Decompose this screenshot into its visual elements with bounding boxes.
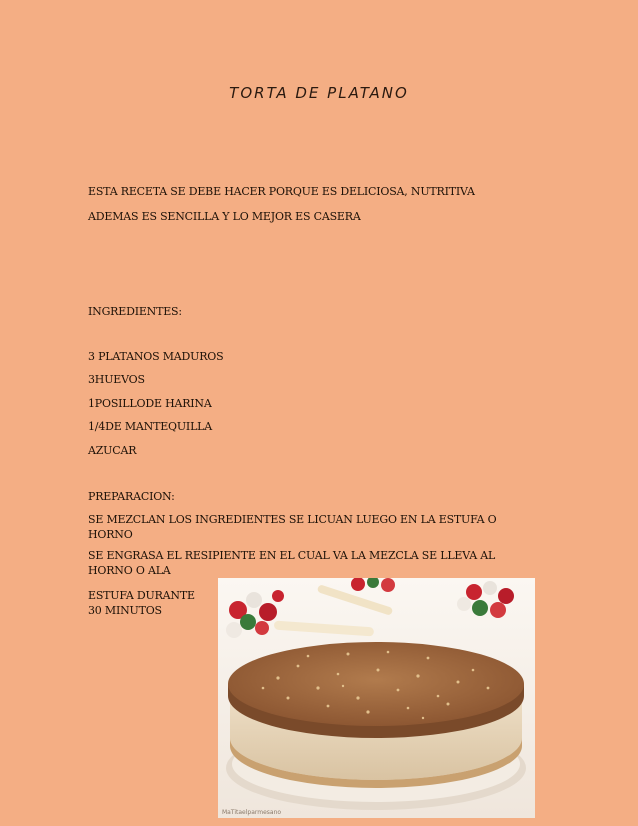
ingredient-item: 3 PLATANOS MADUROS [88, 350, 224, 363]
ingredient-item: 3HUEVOS [88, 373, 145, 386]
ingredient-item: 1POSILLODE HARINA [88, 397, 212, 410]
ingredient-item: 1/4DE MANTEQUILLA [88, 420, 213, 433]
intro-line-2: ADEMAS ES SENCILLA Y LO MEJOR ES CASERA [88, 210, 361, 223]
preparation-heading: PREPARACION: [88, 490, 175, 503]
preparation-step: SE MEZCLAN LOS INGREDIENTES SE LICUAN LUEGO EN LA ESTUFA O HORNO [88, 513, 497, 541]
page-title: TORTA DE PLATANO [229, 84, 409, 102]
ingredient-item: AZUCAR [88, 444, 137, 457]
cake-illustration [218, 578, 535, 818]
photo-credit: MaTitaelparmesano [222, 809, 282, 816]
ingredients-heading: INGREDIENTES: [88, 305, 182, 318]
preparation-step: ESTUFA DURANTE 30 MINUTOS [88, 589, 195, 617]
cake-photo [218, 578, 535, 818]
intro-line-1: ESTA RECETA SE DEBE HACER PORQUE ES DELICIOSA, NUTRITIVA [88, 185, 475, 198]
preparation-step: SE ENGRASA EL RESIPIENTE EN EL CUAL VA LA MEZCLA SE LLEVA AL HORNO O ALA [88, 549, 496, 577]
